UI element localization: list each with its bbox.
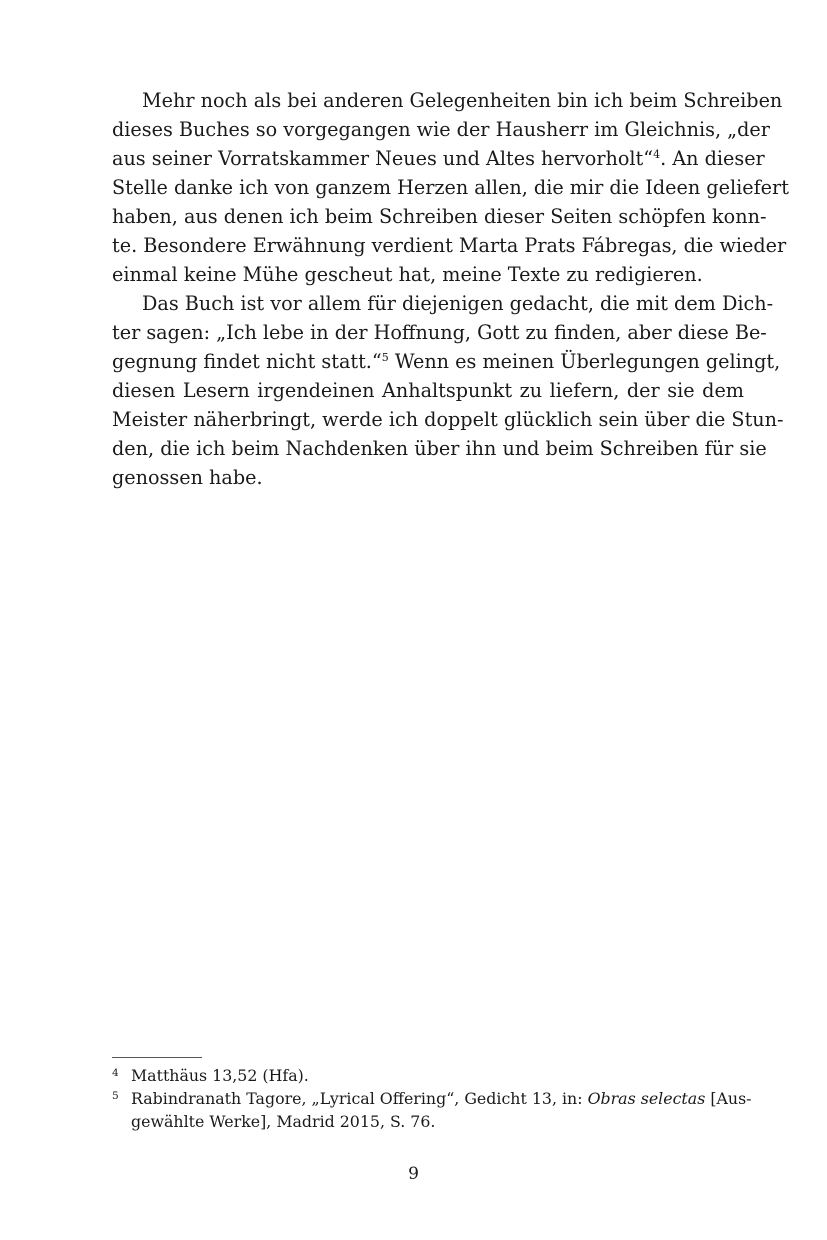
- line-text: gegnung findet nicht statt.“: [112, 350, 382, 373]
- footnote-line: [131, 1087, 752, 1110]
- footnote: [112, 1087, 752, 1133]
- footnote-number: 4: [112, 1067, 119, 1079]
- footnote-number: 5: [112, 1090, 119, 1102]
- footnote: [112, 1064, 744, 1087]
- text-line: diesen Lesern irgendeinen Anhaltspunkt zu liefern, der sie dem: [112, 379, 744, 402]
- main-text: [112, 86, 789, 492]
- footnote-ref: 4: [653, 148, 661, 161]
- paragraph: [112, 289, 784, 492]
- footnote-separator: [112, 1057, 202, 1058]
- page-number: 9: [408, 1164, 419, 1184]
- line-text: aus seiner Vorratskammer Neues und Altes hervorholt“: [112, 147, 654, 170]
- text-line: [112, 144, 765, 173]
- line-text: . An dieser: [660, 147, 765, 170]
- text-line: Das Buch ist vor allem für diejenigen gedacht, die mit dem Dich-: [142, 292, 774, 315]
- paragraph: [112, 86, 789, 289]
- text-line: dieses Buches so vorgegangen wie der Hausherr im Gleichnis, „der: [112, 118, 770, 141]
- text-line: Stelle danke ich von ganzem Herzen allen, die mir die Ideen geliefert: [112, 176, 789, 199]
- text-line: den, die ich beim Nachdenken über ihn und beim Schreiben für sie: [112, 437, 767, 460]
- text-line: [112, 347, 781, 376]
- footnote-text: [131, 1064, 744, 1087]
- text-line: Mehr noch als bei anderen Gelegenheiten bin ich beim Schreiben: [142, 89, 783, 112]
- text-line: einmal keine Mühe gescheut hat, meine Texte zu redigieren.: [112, 263, 703, 286]
- text-line: te. Besondere Erwähnung verdient Marta Prats Fábregas, die wieder: [112, 234, 787, 257]
- footnote-line: Matthäus 13,52 (Hfa).: [131, 1066, 309, 1085]
- footnotes: [112, 1064, 752, 1133]
- footnote-line: gewählte Werke], Madrid 2015, S. 76.: [131, 1112, 436, 1131]
- footnote-segment: Rabindranath Tagore, „Lyrical Offering“, Gedicht 13, in:: [131, 1089, 588, 1108]
- text-line: haben, aus denen ich beim Schreiben dieser Seiten schöpfen konn-: [112, 205, 767, 228]
- footnote-segment: [Aus-: [705, 1089, 752, 1108]
- footnote-text: [131, 1087, 752, 1133]
- book-title: Obras selectas: [587, 1089, 706, 1108]
- text-line: ter sagen: „Ich lebe in der Hoffnung, Gott zu finden, aber diese Be-: [112, 321, 767, 344]
- footnote-ref: 5: [381, 351, 389, 364]
- text-line: genossen habe.: [112, 466, 263, 489]
- text-line: Meister näherbringt, werde ich doppelt glücklich sein über die Stun-: [112, 408, 784, 431]
- line-text: Wenn es meinen Überlegungen gelingt,: [388, 350, 781, 373]
